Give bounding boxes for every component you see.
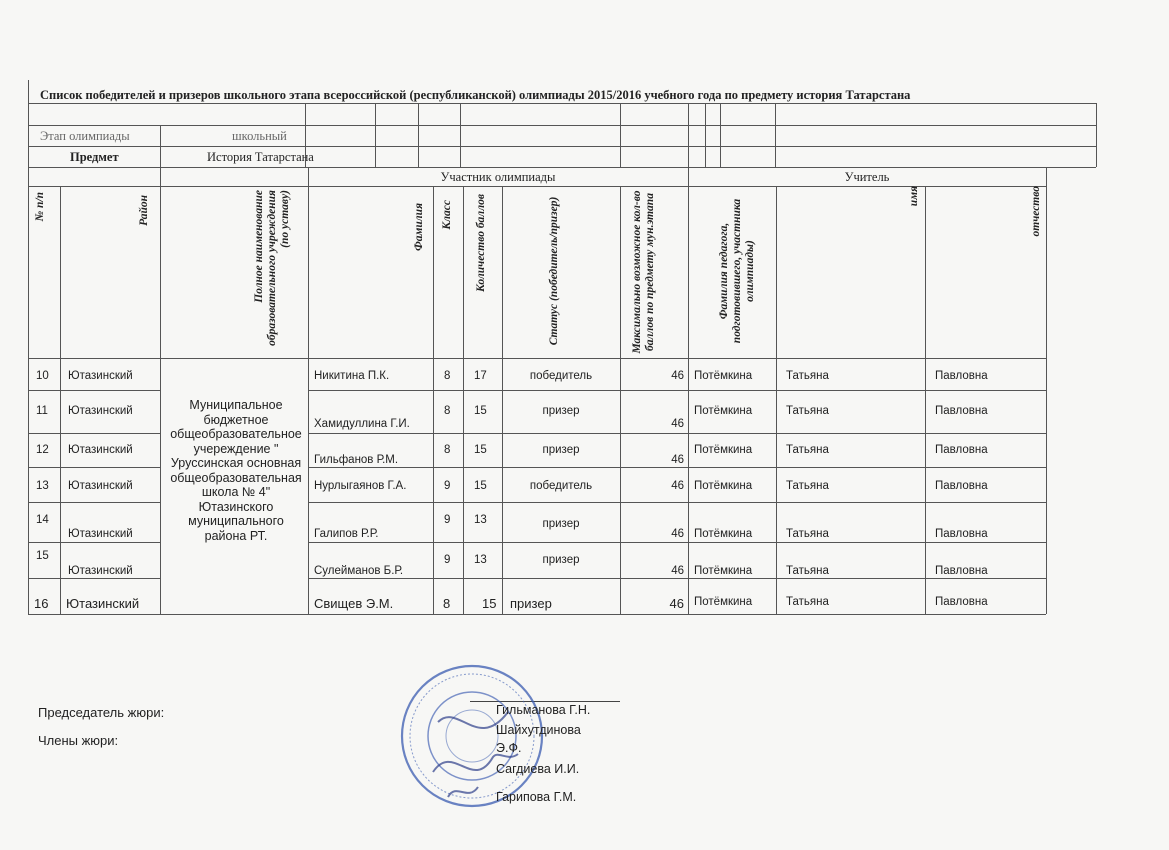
row-line	[308, 578, 1046, 579]
row-score: 15	[474, 480, 487, 492]
document-title: Список победителей и призеров школьного этапа всероссийской (республиканской) олимпиады 2015/2016 учебного года по предмету история Татарстана	[40, 88, 911, 102]
row-grade: 8	[444, 444, 451, 456]
row-num: 15	[36, 550, 49, 562]
col-line	[775, 103, 776, 167]
row-district: Ютазинский	[68, 405, 133, 417]
row-teacher-patronymic: Павловна	[935, 444, 988, 456]
row-teacher-patronymic: Павловна	[935, 528, 988, 540]
stage-label: Этап олимпиады	[40, 129, 130, 143]
row-max: 46	[669, 596, 684, 611]
jury-chair-label: Председатель жюри:	[38, 705, 165, 720]
row-teacher-name: Татьяна	[786, 405, 829, 417]
jury-name: Сагдиева И.И.	[496, 762, 580, 776]
row-status: победитель	[529, 480, 593, 492]
row-num: 12	[36, 444, 49, 456]
row-teacher-surname: Потёмкина	[694, 444, 753, 456]
row-score: 13	[474, 554, 487, 566]
th-num: № п/п	[34, 192, 46, 222]
row-status: призер	[542, 405, 580, 417]
row-score: 15	[482, 596, 497, 611]
row-line	[308, 433, 1046, 434]
row-line	[308, 502, 1046, 503]
row-status: призер	[510, 596, 552, 611]
col-line	[160, 125, 161, 167]
row-num: 11	[36, 405, 48, 417]
row-grade: 9	[444, 514, 451, 526]
row-district: Ютазинский	[66, 596, 140, 611]
col-line	[160, 167, 161, 614]
row-num: 14	[36, 514, 49, 526]
row-status: призер	[542, 444, 580, 456]
col-line	[620, 186, 621, 614]
jury-name: Э.Ф.	[496, 741, 522, 755]
row-line	[28, 146, 1096, 147]
row-score: 13	[474, 514, 487, 526]
row-grade: 9	[444, 554, 451, 566]
row-teacher-name: Татьяна	[786, 444, 829, 456]
group-participant: Участник олимпиады	[440, 170, 556, 184]
row-line	[28, 542, 160, 543]
row-max: 46	[671, 528, 684, 540]
col-line	[925, 186, 926, 614]
row-line	[28, 390, 160, 391]
row-surname: Нурлыгаянов Г.А.	[314, 480, 407, 492]
row-max: 46	[671, 418, 684, 430]
row-surname: Свищев Э.М.	[314, 596, 394, 611]
col-line	[502, 186, 503, 614]
stage-value: школьный	[232, 129, 287, 143]
row-score: 15	[474, 444, 487, 456]
row-surname: Никитина П.К.	[314, 370, 390, 382]
col-line	[375, 103, 376, 167]
row-teacher-surname: Потёмкина	[694, 405, 753, 417]
row-line	[28, 467, 160, 468]
th-status: Статус (победитель/призер)	[548, 196, 560, 346]
row-max: 46	[671, 370, 684, 382]
col-line	[60, 186, 61, 614]
row-teacher-name: Татьяна	[786, 596, 829, 608]
school-name: Муниципальное бюджетное общеобразовательное учереждение " Уруссинская основная общеобразовательная школа № 4" Ютазинского муниципального района РТ.	[170, 398, 302, 543]
row-district: Ютазинский	[68, 444, 133, 456]
col-line	[688, 103, 689, 167]
th-district: Район	[138, 195, 150, 226]
group-teacher: Учитель	[844, 170, 890, 184]
row-line	[28, 103, 1096, 104]
row-line	[28, 167, 1096, 168]
frame-line	[28, 80, 29, 170]
row-teacher-patronymic: Павловна	[935, 480, 988, 492]
row-teacher-patronymic: Павловна	[935, 565, 988, 577]
row-line	[28, 433, 160, 434]
col-line	[463, 186, 464, 614]
row-teacher-surname: Потёмкина	[694, 480, 753, 492]
row-surname: Сулейманов Б.Р.	[314, 565, 404, 577]
row-district: Ютазинский	[68, 565, 133, 577]
jury-name: Шайхутдинова	[496, 723, 581, 737]
row-line	[28, 186, 1046, 187]
row-grade: 8	[444, 405, 451, 417]
row-teacher-name: Татьяна	[786, 528, 829, 540]
subject-value: История Татарстана	[207, 150, 314, 164]
row-num: 16	[34, 596, 49, 611]
col-line	[418, 103, 419, 167]
frame-line	[1046, 167, 1047, 614]
row-line	[308, 542, 1046, 543]
row-grade: 8	[443, 596, 451, 611]
jury-members-label: Члены жюри:	[38, 733, 119, 748]
col-line	[776, 186, 777, 614]
row-num: 13	[36, 480, 49, 492]
col-line	[620, 103, 621, 167]
row-line	[28, 614, 1046, 615]
row-teacher-name: Татьяна	[786, 565, 829, 577]
row-status: победитель	[529, 370, 593, 382]
row-surname: Хамидуллина Г.И.	[314, 418, 410, 430]
row-status: призер	[542, 554, 580, 566]
row-teacher-name: Татьяна	[786, 370, 829, 382]
jury-name: Гильманова Г.Н.	[496, 703, 591, 717]
row-teacher-patronymic: Павловна	[935, 405, 988, 417]
row-line	[28, 502, 160, 503]
frame-line	[1096, 103, 1097, 167]
row-district: Ютазинский	[68, 370, 133, 382]
header-line	[28, 358, 1046, 359]
th-teacher-patronymic: отчество	[1030, 186, 1042, 237]
row-teacher-surname: Потёмкина	[694, 370, 753, 382]
th-teacher-surname: Фамилия педагога, подготовившего, участника олимпиады)	[718, 198, 756, 344]
row-line	[28, 578, 160, 579]
col-line	[720, 103, 721, 167]
col-line	[460, 103, 461, 167]
row-line	[28, 125, 1096, 126]
jury-name: Гарипова Г.М.	[496, 790, 577, 804]
row-max: 46	[671, 480, 684, 492]
col-line	[705, 103, 706, 167]
row-surname: Гильфанов Р.М.	[314, 454, 399, 466]
subject-label: Предмет	[70, 150, 119, 164]
row-surname: Галипов Р.Р.	[314, 528, 379, 540]
th-school: Полное наименование образовательного учреждения (по уставу)	[253, 190, 291, 346]
row-line	[308, 467, 1046, 468]
row-grade: 8	[444, 370, 451, 382]
row-num: 10	[36, 370, 49, 382]
row-max: 46	[671, 565, 684, 577]
row-teacher-patronymic: Павловна	[935, 370, 988, 382]
th-teacher-name: имя	[908, 186, 920, 207]
row-teacher-surname: Потёмкина	[694, 528, 753, 540]
col-line	[433, 186, 434, 614]
th-grade: Класс	[441, 200, 453, 230]
row-teacher-name: Татьяна	[786, 480, 829, 492]
row-teacher-patronymic: Павловна	[935, 596, 988, 608]
row-score: 15	[474, 405, 487, 417]
row-district: Ютазинский	[68, 480, 133, 492]
th-score: Количество баллов	[475, 194, 487, 292]
row-score: 17	[474, 370, 487, 382]
row-line	[308, 390, 1046, 391]
row-district: Ютазинский	[68, 528, 133, 540]
row-max: 46	[671, 454, 684, 466]
row-status: призер	[542, 518, 580, 530]
row-teacher-surname: Потёмкина	[694, 596, 753, 608]
th-surname: Фамилия	[413, 203, 425, 252]
row-teacher-surname: Потёмкина	[694, 565, 753, 577]
row-grade: 9	[444, 480, 451, 492]
th-max: Максимально возможное кол-во баллов по предмету мун.этапа	[631, 190, 656, 354]
